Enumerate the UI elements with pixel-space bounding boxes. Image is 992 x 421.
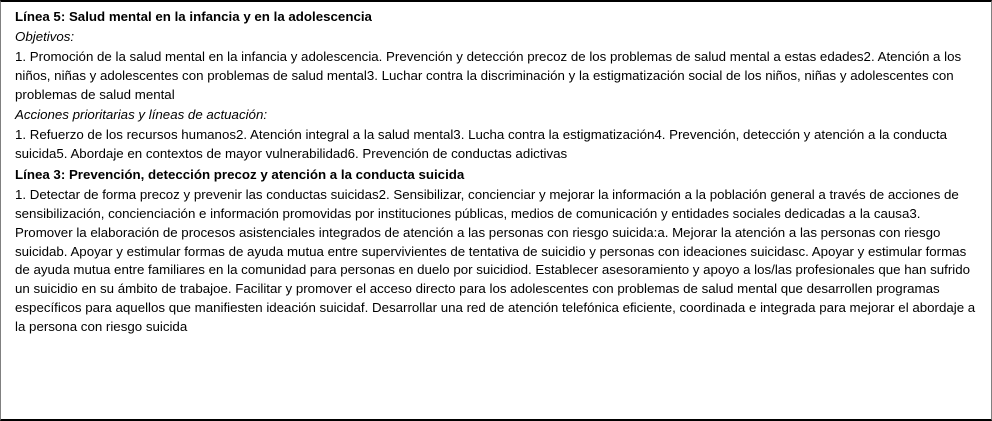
section-heading-linea-3: Línea 3: Prevención, detección precoz y atención a la conducta suicida: [15, 167, 465, 182]
subheading-acciones-prioritarias: Acciones prioritarias y líneas de actuación:: [15, 107, 268, 123]
table-cell-content: [15, 8, 981, 337]
paragraph-objetivos-list: 1. Promoción de la salud mental en la infancia y adolescencia. Prevención y detección precoz de los problemas de salud mental a estas edades2. Atención a los niños, niñas y adolescentes con problemas de salud mental3. Luchar contra la discriminación y la estigmatización social de los niños, niñas y adolescentes con problemas de salud mental: [15, 48, 962, 102]
paragraph-linea-3-list: 1. Detectar de forma precoz y prevenir las conductas suicidas2. Sensibilizar, concienciar y mejorar la información a la población general a través de acciones de sensibilización, concienciación e información promovidas por instituciones públicas, medios de comunicación y entidades sociales dedicadas a la causa3. Promover la elaboración de procesos asistenciales integrados de atención a las personas con riesgo suicida:a. Mejorar la atención a las personas con riesgo suicidab. Apoyar y estimular formas de ayuda mutua entre supervivientes de tentativa de suicidio y personas con ideaciones suicidasc. Apoyar y estimular formas de ayuda mutua entre familiares en la comunidad para personas en duelo por suicidiod. Establecer asesoramiento y apoyo a los/las profesionales que han sufrido un suicidio en su ámbito de trabajoe. Facilitar y promover el acceso directo para los adolescentes con problemas de salud mental que desarrollen programas específicos para aquellos que manifiesten ideación suicidaf. Desarrollar una red de atención telefónica eficiente, coordinada e integrada para mejorar el abordaje a la persona con riesgo suicida: [15, 186, 976, 334]
subheading-objetivos: Objetivos:: [15, 28, 75, 44]
paragraph-acciones-list: 1. Refuerzo de los recursos humanos2. Atención integral a la salud mental3. Lucha contra la estigmatización4. Prevención, detección y atención a la conducta suicida5. Abordaje en contextos de mayor vulnerabilidad6. Prevención de conductas adictivas: [15, 127, 948, 162]
section-heading-linea-5: Línea 5: Salud mental en la infancia y en la adolescencia: [15, 9, 372, 24]
